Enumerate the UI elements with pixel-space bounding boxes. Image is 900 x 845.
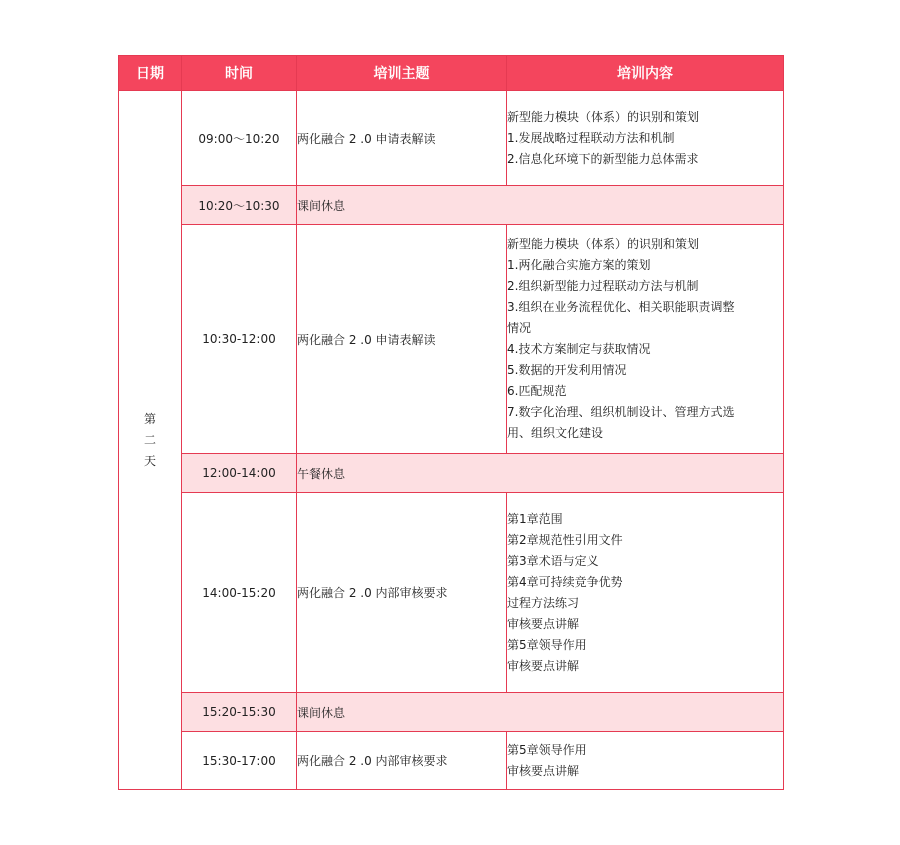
break-label: 课间休息: [297, 693, 784, 732]
content-line: 第2章规范性引用文件: [507, 532, 623, 547]
header-content: 培训内容: [507, 56, 784, 91]
day-char: 第: [143, 411, 156, 426]
session-topic: 两化融合 2 .0 内部审核要求: [297, 732, 507, 790]
break-time: 15:20-15:30: [182, 693, 297, 732]
content-line: 5.数据的开发利用情况: [507, 363, 627, 377]
session-topic: 两化融合 2 .0 申请表解读: [297, 91, 507, 186]
content-line: 7.数字化治理、组织机制设计、管理方式选: [507, 405, 735, 419]
session-content: [507, 225, 784, 454]
day-cell: [119, 91, 182, 790]
content-line: 4.技术方案制定与获取情况: [507, 342, 651, 356]
session-time: 09:00～10:20: [182, 91, 297, 186]
content-line: 1.两化融合实施方案的策划: [507, 258, 651, 272]
content-line: 新型能力模块（体系）的识别和策划: [507, 109, 700, 124]
break-time: 12:00-14:00: [182, 454, 297, 493]
header-time: 时间: [182, 56, 297, 91]
session-time: 15:30-17:00: [182, 732, 297, 790]
content-line: 第5章领导作用: [507, 742, 587, 757]
session-row: [119, 732, 784, 790]
session-content: [507, 493, 784, 693]
break-row: [119, 186, 784, 225]
content-line: 审核要点讲解: [507, 616, 580, 631]
header-date: 日期: [119, 56, 182, 91]
content-line: 6.匹配规范: [507, 384, 567, 398]
content-line: 2.组织新型能力过程联动方法与机制: [507, 279, 699, 293]
day-char: 天: [143, 453, 156, 468]
day-char: 二: [143, 432, 156, 447]
break-row: [119, 693, 784, 732]
session-content: [507, 91, 784, 186]
session-row: [119, 493, 784, 693]
session-topic: 两化融合 2 .0 内部审核要求: [297, 493, 507, 693]
schedule-table: [118, 55, 784, 790]
header-row: [119, 56, 784, 91]
content-line: 2.信息化环境下的新型能力总体需求: [507, 151, 699, 166]
session-time: 10:30-12:00: [182, 225, 297, 454]
content-line: 新型能力模块（体系）的识别和策划: [507, 237, 700, 251]
session-row: [119, 225, 784, 454]
session-row: [119, 91, 784, 186]
content-line: 第5章领导作用: [507, 637, 587, 652]
session-content: [507, 732, 784, 790]
content-line: 审核要点讲解: [507, 658, 580, 673]
content-line: 第4章可持续竞争优势: [507, 574, 623, 589]
content-line: 第1章范围: [507, 511, 563, 526]
content-line: 用、组织文化建设: [507, 426, 604, 440]
break-label: 课间休息: [297, 186, 784, 225]
break-time: 10:20～10:30: [182, 186, 297, 225]
session-time: 14:00-15:20: [182, 493, 297, 693]
content-line: 情况: [507, 321, 532, 335]
content-line: 第3章术语与定义: [507, 553, 599, 568]
content-line: 3.组织在业务流程优化、相关职能职责调整: [507, 300, 735, 314]
break-row: [119, 454, 784, 493]
break-label: 午餐休息: [297, 454, 784, 493]
session-topic: 两化融合 2 .0 申请表解读: [297, 225, 507, 454]
content-line: 1.发展战略过程联动方法和机制: [507, 130, 675, 145]
content-line: 审核要点讲解: [507, 763, 580, 778]
content-line: 过程方法练习: [507, 595, 580, 610]
header-topic: 培训主题: [297, 56, 507, 91]
